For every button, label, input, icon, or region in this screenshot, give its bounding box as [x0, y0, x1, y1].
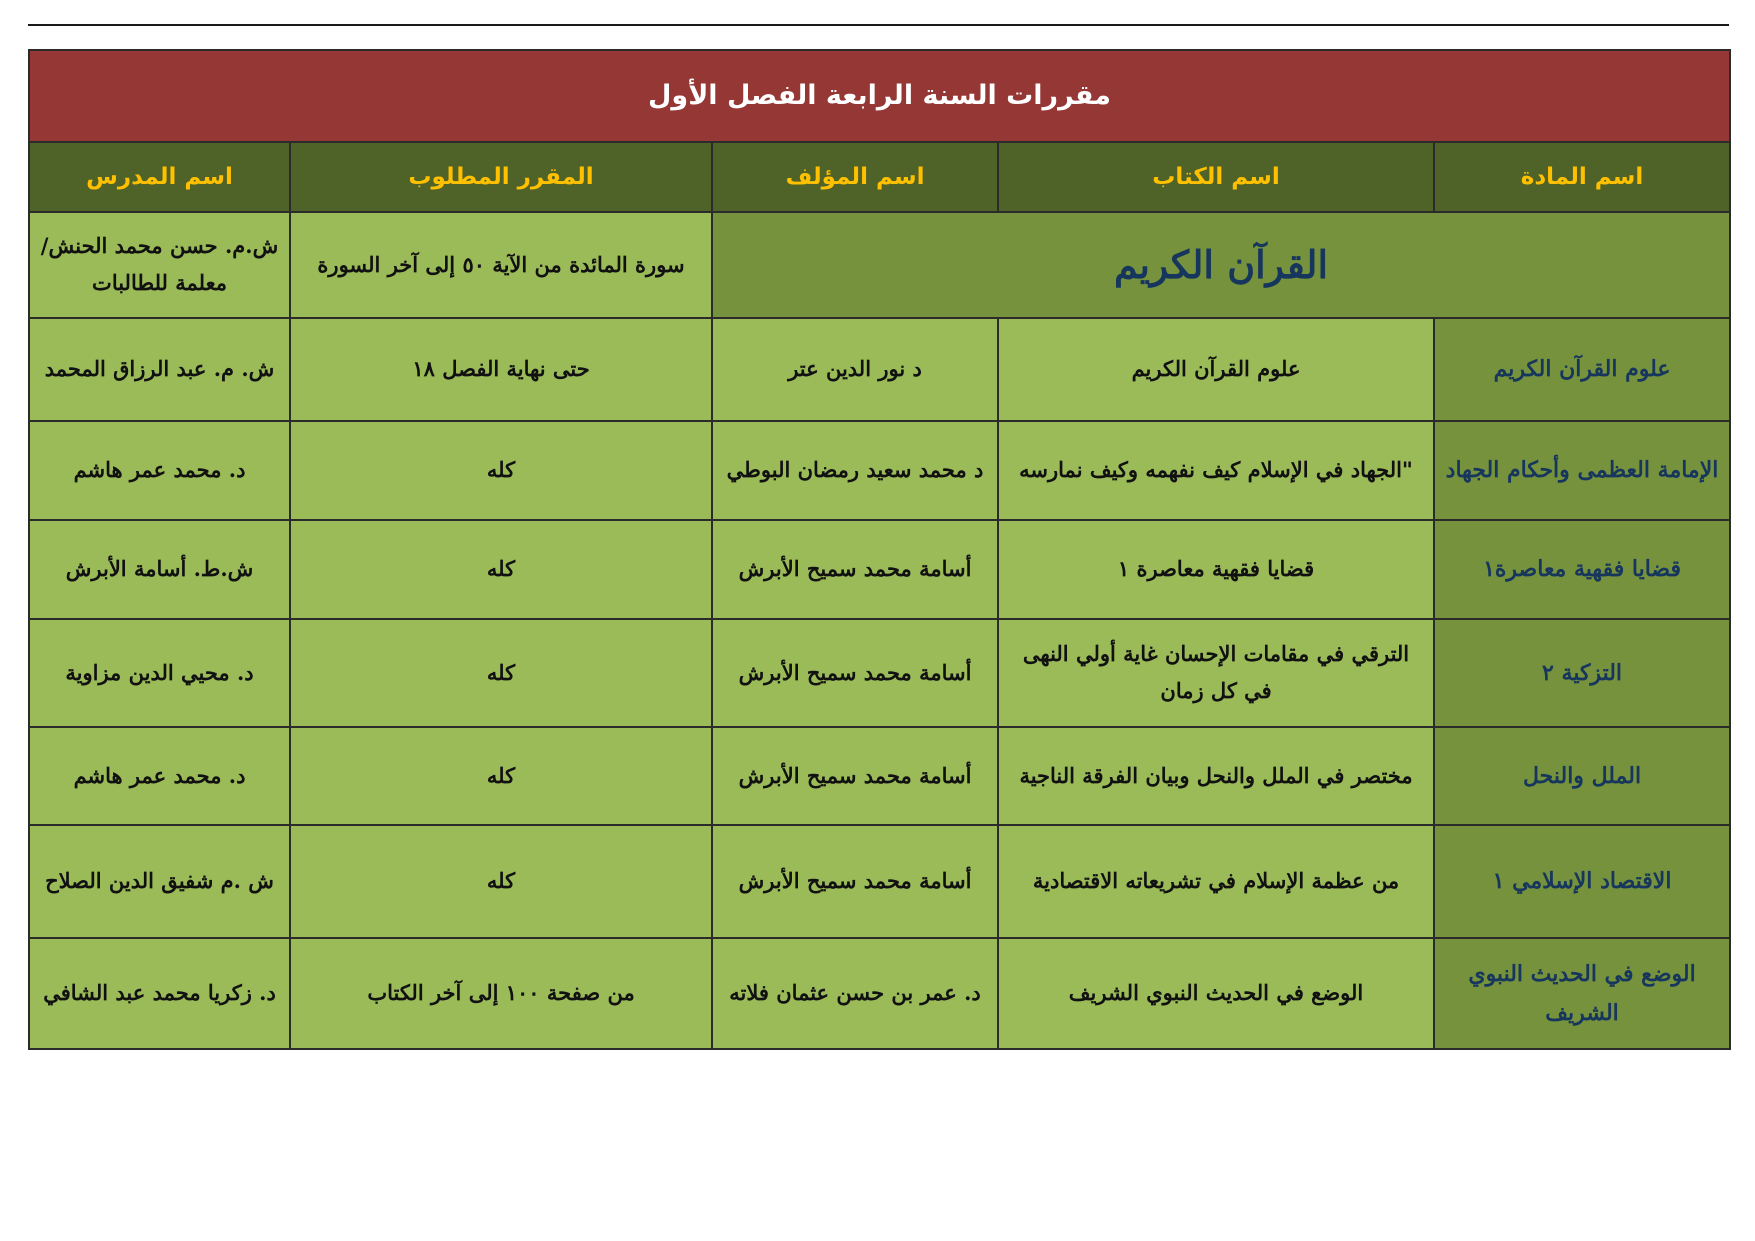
teacher-cell: د. زكريا محمد عبد الشافي	[29, 938, 290, 1049]
author-cell: د نور الدين عتر	[712, 318, 998, 421]
table-row	[29, 938, 1730, 1049]
teacher-cell: د. محمد عمر هاشم	[29, 421, 290, 520]
header-book: اسم الكتاب	[998, 142, 1434, 212]
author-cell: أسامة محمد سميح الأبرش	[712, 825, 998, 938]
table-row	[29, 825, 1730, 938]
book-cell: "الجهاد في الإسلام كيف نفهمه وكيف نمارسه	[998, 421, 1434, 520]
header-row	[29, 142, 1730, 212]
teacher-cell: د. محيي الدين مزاوية	[29, 619, 290, 727]
author-cell: د. عمر بن حسن عثمان فلاته	[712, 938, 998, 1049]
quran-teacher: ش.م. حسن محمد الحنش/ معلمة للطالبات	[29, 212, 290, 318]
top-rule	[28, 24, 1729, 26]
required-cell: كله	[290, 421, 712, 520]
table-row	[29, 520, 1730, 619]
subject-cell: الاقتصاد الإسلامي ١	[1434, 825, 1730, 938]
header-subject: اسم المادة	[1434, 142, 1730, 212]
quran-required: سورة المائدة من الآية ٥٠ إلى آخر السورة	[290, 212, 712, 318]
teacher-cell: د. محمد عمر هاشم	[29, 727, 290, 825]
courses-table	[28, 49, 1731, 1050]
subject-cell: الوضع في الحديث النبوي الشريف	[1434, 938, 1730, 1049]
subject-cell: الإمامة العظمى وأحكام الجهاد	[1434, 421, 1730, 520]
author-cell: أسامة محمد سميح الأبرش	[712, 520, 998, 619]
quran-subject-merged: القرآن الكريم	[712, 212, 1730, 318]
book-cell: الوضع في الحديث النبوي الشريف	[998, 938, 1434, 1049]
subject-cell: قضايا فقهية معاصرة١	[1434, 520, 1730, 619]
header-teacher: اسم المدرس	[29, 142, 290, 212]
teacher-cell: ش. م. عبد الرزاق المحمد	[29, 318, 290, 421]
table-row	[29, 421, 1730, 520]
book-cell: الترقي في مقامات الإحسان غاية أولي النهى في كل زمان	[998, 619, 1434, 727]
author-cell: أسامة محمد سميح الأبرش	[712, 619, 998, 727]
subject-cell: التزكية ٢	[1434, 619, 1730, 727]
subject-cell: علوم القرآن الكريم	[1434, 318, 1730, 421]
required-cell: كله	[290, 520, 712, 619]
book-cell: علوم القرآن الكريم	[998, 318, 1434, 421]
table-row	[29, 619, 1730, 727]
header-author: اسم المؤلف	[712, 142, 998, 212]
teacher-cell: ش.ط. أسامة الأبرش	[29, 520, 290, 619]
teacher-cell: ش .م شفيق الدين الصلاح	[29, 825, 290, 938]
author-cell: أسامة محمد سميح الأبرش	[712, 727, 998, 825]
required-cell: كله	[290, 825, 712, 938]
required-cell: حتى نهاية الفصل ١٨	[290, 318, 712, 421]
title-row	[29, 50, 1730, 142]
book-cell: مختصر في الملل والنحل وبيان الفرقة الناجية	[998, 727, 1434, 825]
subject-cell: الملل والنحل	[1434, 727, 1730, 825]
required-cell: من صفحة ١٠٠ إلى آخر الكتاب	[290, 938, 712, 1049]
table-row	[29, 727, 1730, 825]
required-cell: كله	[290, 727, 712, 825]
quran-row	[29, 212, 1730, 318]
header-required: المقرر المطلوب	[290, 142, 712, 212]
required-cell: كله	[290, 619, 712, 727]
book-cell: من عظمة الإسلام في تشريعاته الاقتصادية	[998, 825, 1434, 938]
table-row	[29, 318, 1730, 421]
book-cell: قضايا فقهية معاصرة ١	[998, 520, 1434, 619]
table-title: مقررات السنة الرابعة الفصل الأول	[29, 50, 1730, 142]
author-cell: د محمد سعيد رمضان البوطي	[712, 421, 998, 520]
